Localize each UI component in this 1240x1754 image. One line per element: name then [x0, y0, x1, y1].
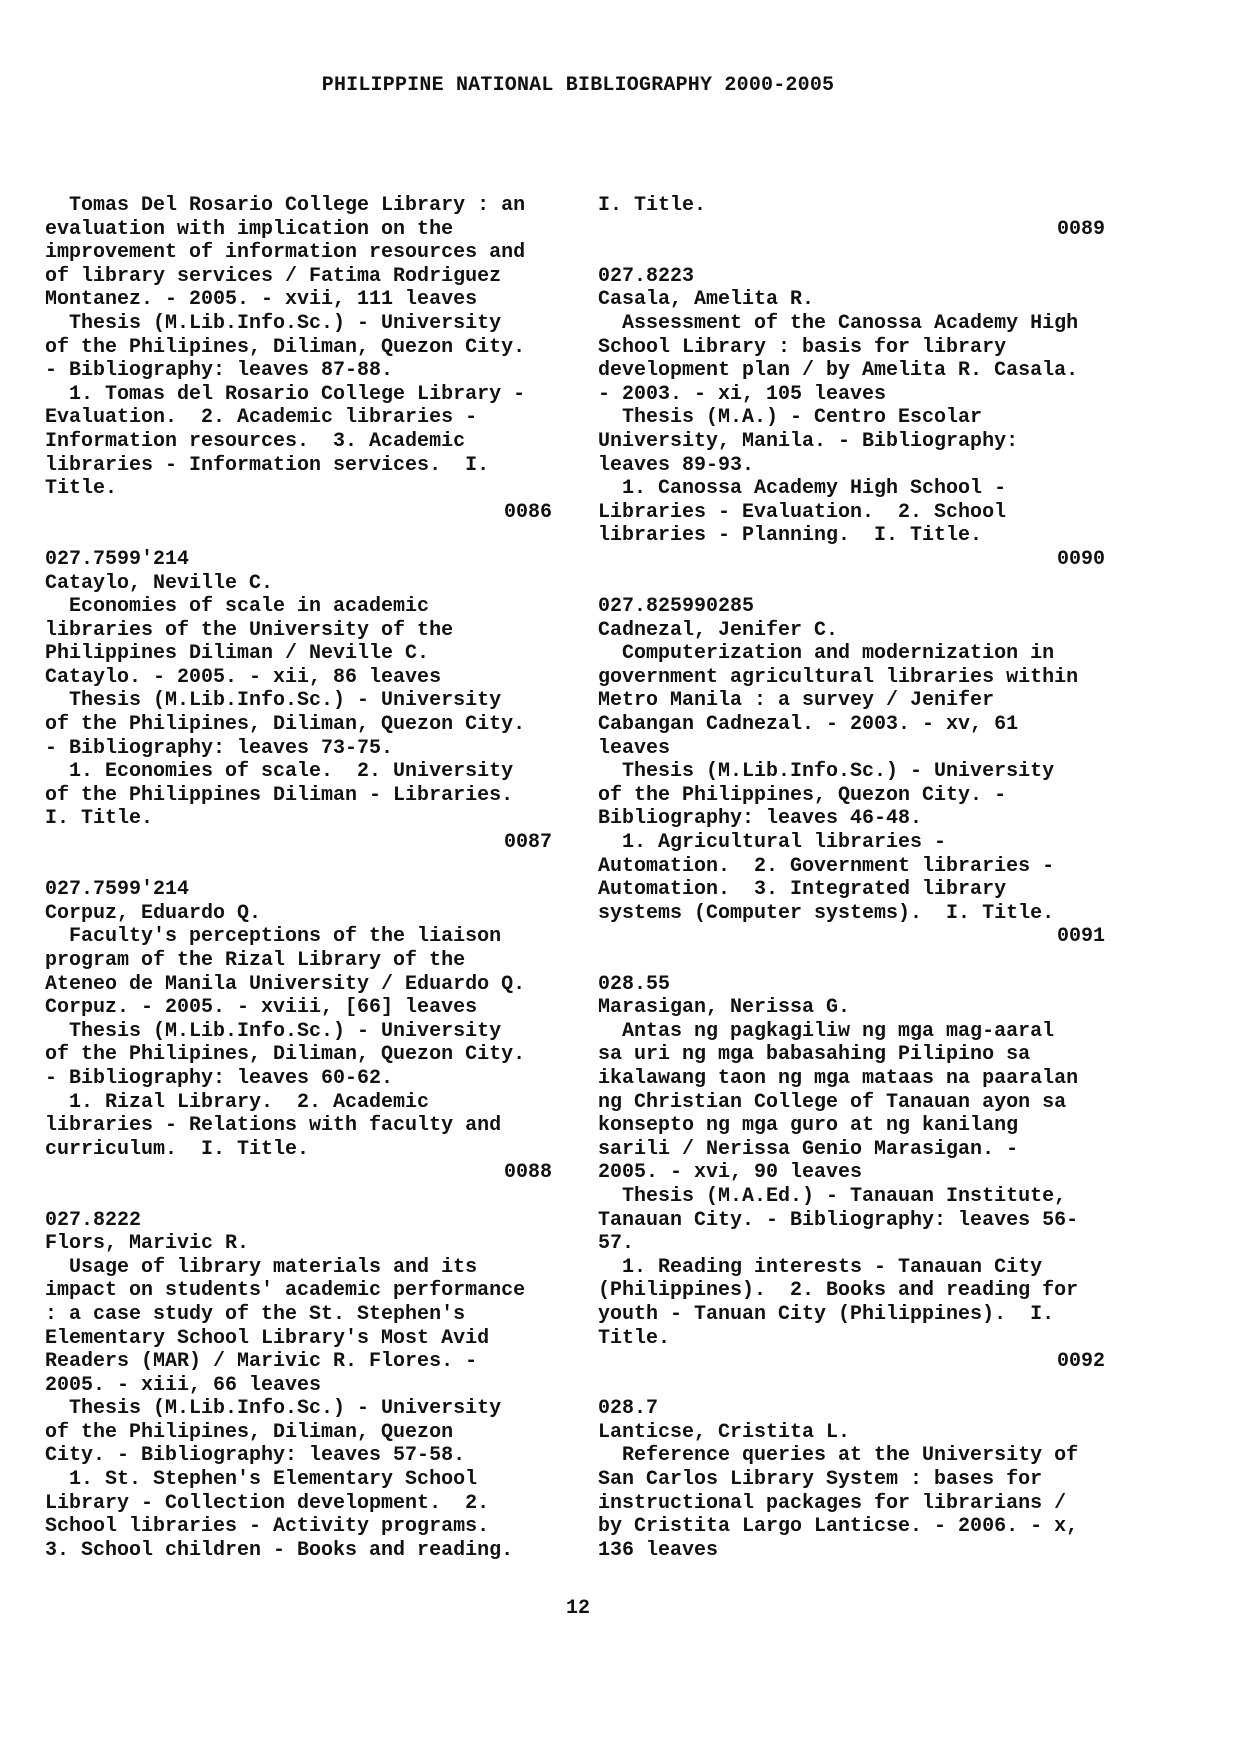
text-line: of the Philipines, Diliman, Quezon City. [45, 713, 526, 737]
text-line: Faculty's perceptions of the liaison [45, 925, 502, 949]
text-line: 1. St. Stephen's Elementary School [45, 1468, 478, 1492]
text-line: 1. Tomas del Rosario College Library - [45, 382, 526, 406]
text-line: of library services / Fatima Rodriguez [45, 264, 502, 288]
text-line: program of the Rizal Library of the [45, 949, 466, 972]
text-line: Lanticse, Cristita L. [598, 1420, 851, 1444]
text-line: 028.55 [598, 972, 671, 996]
text-line: Cabangan Cadnezal. - 2003. - xv, 61 [598, 713, 1019, 737]
text-line: Elementary School Library's Most Avid [45, 1326, 490, 1350]
entry-number: 0089 [1056, 217, 1105, 241]
text-line: School Library : basis for library [598, 335, 1007, 359]
text-line: 027.7599'214 [45, 547, 190, 571]
text-line: youth - Tanuan City (Philippines). I. [598, 1302, 1055, 1326]
text-line: 3. School children - Books and reading. [45, 1538, 514, 1562]
text-line: 027.825990285 [598, 595, 755, 619]
text-line: libraries - Information services. I. [45, 453, 490, 477]
text-line: 027.8223 [598, 264, 695, 288]
text-line: Evaluation. 2. Academic libraries - [45, 406, 478, 430]
text-line: Metro Manila : a survey / Jenifer [598, 689, 995, 713]
text-line: of the Philipines, Diliman, Quezon City. [45, 335, 526, 359]
text-line [598, 572, 1105, 596]
text-line: libraries of the University of the [45, 618, 454, 642]
text-line: Cataylo, Neville C. [45, 571, 274, 595]
text-line: Antas ng pagkagiliw ng mga mag-aaral [598, 1019, 1055, 1043]
right-column [598, 194, 1105, 1562]
text-line: libraries - Planning. I. Title. [598, 524, 983, 548]
text-line: government agricultural libraries within [598, 665, 1079, 689]
text-line: of the Philipines, Diliman, Quezon City. [45, 1043, 526, 1067]
text-line: Corpuz, Eduardo Q. [45, 901, 262, 925]
text-line: 57. [598, 1232, 635, 1256]
text-line: Cadnezal, Jenifer C. [598, 618, 839, 642]
text-line: 027.8222 [45, 1208, 142, 1232]
text-line: konsepto ng mga guro at ng kanilang [598, 1114, 1019, 1138]
text-line: - 2003. - xi, 105 leaves [598, 382, 887, 406]
text-line: Thesis (M.Lib.Info.Sc.) - University [45, 1019, 502, 1043]
text-line: Thesis (M.Lib.Info.Sc.) - University [45, 689, 502, 713]
text-line: San Carlos Library System : bases for [598, 1468, 1043, 1492]
text-line: sarili / Nerissa Genio Marasigan. - [598, 1137, 1019, 1161]
text-line: 1. Rizal Library. 2. Academic [45, 1090, 430, 1114]
text-line: Economies of scale in academic [45, 595, 430, 619]
entry-number: 0092 [1056, 1350, 1105, 1374]
text-line: : a case study of the St. Stephen's [45, 1302, 466, 1326]
text-line: 1. Agricultural libraries - [598, 831, 947, 855]
text-line [45, 524, 552, 548]
text-line: 136 leaves [598, 1538, 719, 1562]
text-line: Thesis (M.A.) - Centro Escolar [598, 406, 983, 430]
text-line [45, 1185, 552, 1209]
text-line: Thesis (M.Lib.Info.Sc.) - University [598, 760, 1055, 784]
page-header: PHILIPPINE NATIONAL BIBLIOGRAPHY 2000-2005 [321, 74, 835, 97]
text-line: 2005. - xiii, 66 leaves [45, 1373, 322, 1397]
text-line: (Philippines). 2. Books and reading for [598, 1279, 1079, 1303]
text-line: Philippines Diliman / Neville C. [45, 642, 430, 666]
text-line: - Bibliography: leaves 73-75. [45, 736, 394, 760]
text-line: Automation. 2. Government libraries - [598, 854, 1055, 878]
text-line: School libraries - Activity programs. [45, 1515, 490, 1539]
text-line: Computerization and modernization in [598, 642, 1055, 666]
text-line: - Bibliography: leaves 87-88. [45, 359, 394, 383]
text-line: sa uri ng mga babasahing Pilipino sa [598, 1043, 1031, 1067]
entry-number: 0088 [503, 1161, 552, 1185]
text-line: Thesis (M.A.Ed.) - Tanauan Institute, [598, 1184, 1067, 1208]
text-line: 028.7 [598, 1397, 659, 1421]
text-line: Automation. 3. Integrated library [598, 878, 1007, 902]
text-line [598, 1374, 1105, 1398]
text-line: City. - Bibliography: leaves 57-58. [45, 1444, 466, 1468]
text-line: Cataylo. - 2005. - xii, 86 leaves [45, 665, 442, 689]
text-line: of the Philipines, Diliman, Quezon [45, 1420, 454, 1444]
text-line: Tanauan City. - Bibliography: leaves 56- [598, 1208, 1079, 1232]
text-line: of the Philippines, Quezon City. - [598, 783, 1007, 807]
entry-number: 0086 [503, 500, 552, 524]
text-line: Usage of library materials and its [45, 1255, 478, 1279]
entry-number: 0087 [503, 831, 552, 855]
text-line: Marasigan, Nerissa G. [598, 996, 851, 1020]
text-line: 1. Economies of scale. 2. University [45, 760, 514, 784]
entry-number: 0091 [1056, 925, 1105, 949]
text-line: Thesis (M.Lib.Info.Sc.) - University [45, 1397, 502, 1421]
left-column [45, 194, 552, 1562]
text-line: 1. Reading interests - Tanauan City [598, 1255, 1043, 1279]
entry-number: 0090 [1056, 547, 1105, 571]
text-line: systems (Computer systems). I. Title. [598, 901, 1055, 925]
text-line: libraries - Relations with faculty and [45, 1114, 502, 1138]
text-line: development plan / by Amelita R. Casala. [598, 359, 1079, 383]
text-line [598, 949, 1105, 973]
text-line: Reference queries at the University of [598, 1444, 1079, 1468]
text-line: Title. [45, 477, 118, 501]
text-line: curriculum. I. Title. [45, 1137, 310, 1161]
text-line [45, 855, 552, 879]
text-line: by Cristita Largo Lanticse. - 2006. - x, [598, 1515, 1079, 1539]
text-line: evaluation with implication on the [45, 217, 454, 241]
text-line: leaves 89-93. [598, 453, 755, 477]
text-line: instructional packages for librarians / [598, 1491, 1067, 1515]
text-line: Title. [598, 1326, 671, 1350]
text-line: Corpuz. - 2005. - xviii, [66] leaves [45, 996, 478, 1020]
text-line: University, Manila. - Bibliography: [598, 429, 1019, 453]
page-number: 12 [565, 1597, 590, 1620]
text-line: Library - Collection development. 2. [45, 1491, 490, 1515]
text-line: of the Philippines Diliman - Libraries. [45, 783, 514, 807]
text-line: Assessment of the Canossa Academy High [598, 311, 1079, 335]
text-line: I. Title. [598, 194, 707, 217]
text-line: Ateneo de Manila University / Eduardo Q. [45, 972, 526, 996]
text-line: ikalawang taon ng mga mataas na paaralan [598, 1066, 1079, 1090]
text-line: 2005. - xvi, 90 leaves [598, 1161, 863, 1185]
text-line: Readers (MAR) / Marivic R. Flores. - [45, 1350, 478, 1374]
text-line: 027.7599'214 [45, 878, 190, 902]
text-line: Montanez. - 2005. - xvii, 111 leaves [45, 288, 478, 312]
text-line: ng Christian College of Tanauan ayon sa [598, 1090, 1067, 1114]
text-line: Information resources. 3. Academic [45, 429, 466, 453]
text-line: I. Title. [45, 807, 154, 831]
text-line: impact on students' academic performance [45, 1279, 526, 1303]
text-line: leaves [598, 736, 671, 760]
text-line: Thesis (M.Lib.Info.Sc.) - University [45, 311, 502, 335]
text-line: - Bibliography: leaves 60-62. [45, 1066, 394, 1090]
text-line: 1. Canossa Academy High School - [598, 477, 1007, 501]
text-line: Casala, Amelita R. [598, 288, 815, 312]
text-line: improvement of information resources and [45, 241, 526, 265]
text-line: Bibliography: leaves 46-48. [598, 807, 923, 831]
text-line: Libraries - Evaluation. 2. School [598, 500, 1007, 524]
text-line: Flors, Marivic R. [45, 1232, 250, 1256]
text-line [598, 241, 1105, 265]
text-line: Tomas Del Rosario College Library : an [45, 194, 526, 217]
